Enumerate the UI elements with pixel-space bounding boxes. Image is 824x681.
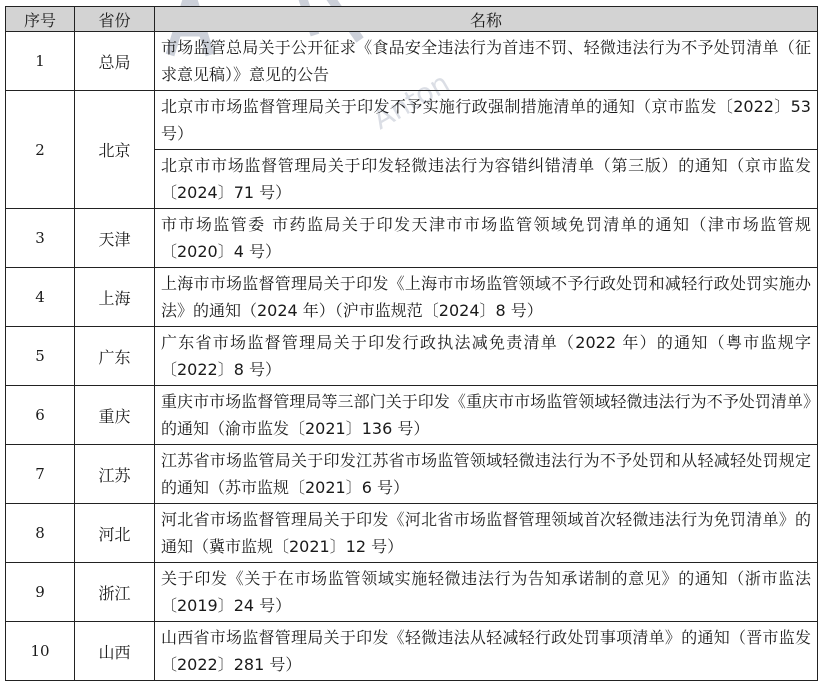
table-row (6, 386, 818, 445)
table-row (6, 91, 818, 150)
regulation-table (5, 6, 818, 681)
header-name: 名称 (155, 7, 818, 32)
row-name: 山西省市场监督管理局关于印发《轻微违法从轻减轻行政处罚事项清单》的通知（晋市监发〔2022〕281 号） (155, 622, 818, 681)
row-province: 浙江 (75, 563, 155, 622)
watermark-text: Anton (367, 66, 456, 137)
row-province: 山西 (75, 622, 155, 681)
row-index: 1 (6, 32, 75, 91)
row-name: 江苏省市场监管局关于印发江苏省市场监管领域轻微违法行为不予处罚和从轻减轻处罚规定的通知（苏市监规〔2021〕6 号） (155, 445, 818, 504)
row-province: 广东 (75, 327, 155, 386)
row-index: 7 (6, 445, 75, 504)
row-province: 重庆 (75, 386, 155, 445)
header-index: 序号 (6, 7, 75, 32)
table-row (6, 504, 818, 563)
header-province: 省份 (75, 7, 155, 32)
row-name: 重庆市市场监督管理局等三部门关于印发《重庆市市场监管领域轻微违法行为不予处罚清单》的通知（渝市监发〔2021〕136 号） (155, 386, 818, 445)
table-header-row (6, 7, 818, 32)
row-index: 5 (6, 327, 75, 386)
row-name: 市市场监管委 市药监局关于印发天津市市场监管领域免罚清单的通知（津市场监管规〔2020〕4 号） (155, 209, 818, 268)
table-row (6, 622, 818, 681)
row-province: 江苏 (75, 445, 155, 504)
row-index: 8 (6, 504, 75, 563)
table-row (6, 445, 818, 504)
row-province: 北京 (75, 91, 155, 209)
table-row (6, 268, 818, 327)
table-row (6, 32, 818, 91)
row-name: 北京市市场监督管理局关于印发不予实施行政强制措施清单的通知（京市监发〔2022〕53 号） (155, 91, 818, 150)
row-name: 北京市市场监督管理局关于印发轻微违法行为容错纠错清单（第三版）的通知（京市监发〔2024〕71 号） (155, 150, 818, 209)
row-index: 6 (6, 386, 75, 445)
table-row (6, 563, 818, 622)
row-name: 关于印发《关于在市场监管领域实施轻微违法行为告知承诺制的意见》的通知（浙市监法〔2019〕24 号） (155, 563, 818, 622)
row-province: 天津 (75, 209, 155, 268)
row-name: 上海市市场监督管理局关于印发《上海市市场监管领域不予行政处罚和减轻行政处罚实施办法》的通知（2024 年）（沪市监规范〔2024〕8 号） (155, 268, 818, 327)
row-index: 10 (6, 622, 75, 681)
row-province: 河北 (75, 504, 155, 563)
table-row (6, 327, 818, 386)
row-index: 3 (6, 209, 75, 268)
row-name: 广东省市场监督管理局关于印发行政执法减免责清单（2022 年）的通知（粤市监规字〔2022〕8 号） (155, 327, 818, 386)
row-index: 4 (6, 268, 75, 327)
row-province: 上海 (75, 268, 155, 327)
row-name: 河北省市场监督管理局关于印发《河北省市场监督管理领域首次轻微违法行为免罚清单》的通知（冀市监规〔2021〕12 号） (155, 504, 818, 563)
row-name: 市场监管总局关于公开征求《食品安全违法行为首违不罚、轻微违法行为不予处罚清单（征求意见稿）》意见的公告 (155, 32, 818, 91)
row-index: 9 (6, 563, 75, 622)
row-province: 总局 (75, 32, 155, 91)
table-row (6, 209, 818, 268)
row-index: 2 (6, 91, 75, 209)
